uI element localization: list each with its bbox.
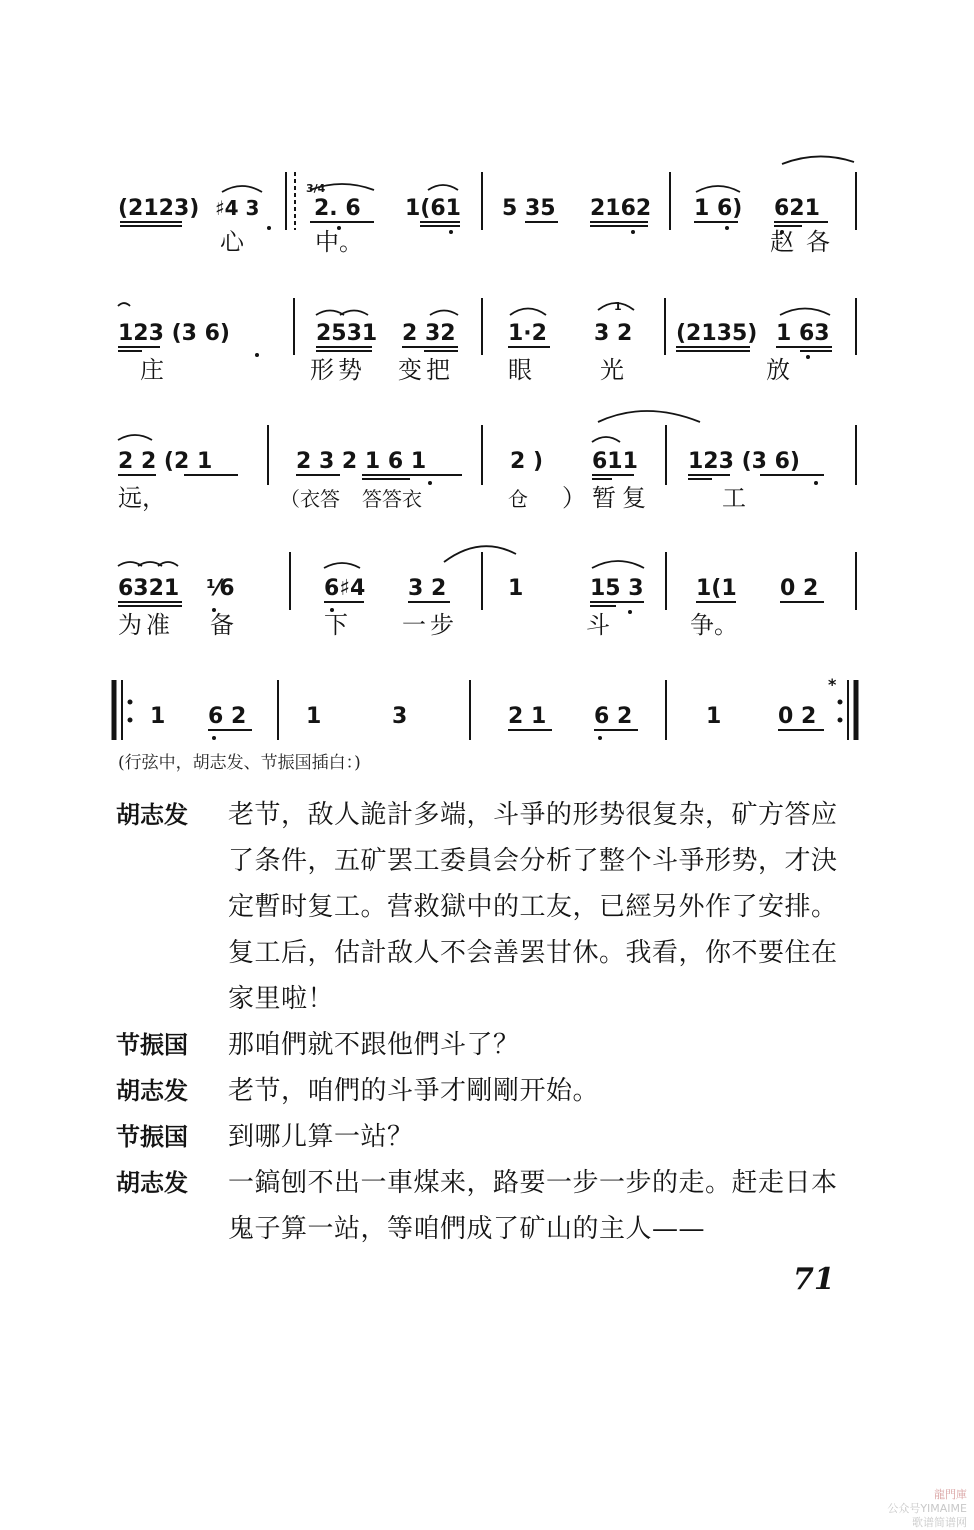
speaker-name: 节振国 — [116, 1123, 188, 1151]
lyric: 下 — [324, 611, 348, 639]
dialogue-line — [116, 1160, 876, 1252]
lyric: 一步 — [402, 611, 458, 639]
note-group: (2123) — [118, 196, 200, 221]
lyric: 斗 — [586, 611, 610, 639]
notation-row-4 — [118, 546, 856, 639]
note-group: 1 — [706, 704, 722, 729]
notation-row-5 — [114, 675, 856, 740]
page-number: 71 — [793, 1262, 835, 1297]
note-group: 123 (3 6) — [688, 449, 800, 474]
speech-text: 老节，咱們的斗爭才剛剛开始。 — [228, 1076, 600, 1106]
lyric: 工 — [722, 484, 746, 512]
note-group: 3 — [392, 704, 408, 729]
watermark-logo: 龍門庫 — [934, 1488, 967, 1501]
watermark-line: 公众号YIMAIME — [887, 1502, 967, 1515]
speaker-name: 胡志发 — [116, 1169, 188, 1197]
note-group: 1(1 — [696, 576, 737, 601]
speech-text: 到哪儿算一站？ — [228, 1122, 414, 1152]
speech-text: 一鎬刨不出一車煤来，路要一步一步的走。赶走日本鬼子算一站，等咱們成了矿山的主人—— — [228, 1168, 838, 1244]
note-group: (2135) — [676, 321, 758, 346]
note-group: 2 2 (2 1 — [118, 449, 213, 474]
lyric: 庄 — [140, 356, 164, 384]
lyric: 远， — [118, 484, 166, 512]
notation-row-3 — [118, 411, 856, 512]
lyric: （衣答 — [280, 487, 340, 511]
note-group: 1 — [508, 576, 524, 601]
note-group: 2531 — [316, 321, 378, 346]
note-group: 1 6) — [694, 196, 743, 221]
note-group: 1 — [150, 704, 166, 729]
lyric: 中。 — [315, 228, 363, 256]
note-group: 123 (3 6) — [118, 321, 230, 346]
note-group: 2162 — [590, 196, 652, 221]
note-group: 2 1 — [508, 704, 547, 729]
lyric: 赵各 — [770, 228, 842, 256]
speaker-name: 胡志发 — [116, 801, 188, 829]
note-group: 2 ) — [510, 449, 544, 474]
note-group: 621 — [774, 196, 820, 221]
lyric: 为准 — [118, 611, 174, 639]
dialogue-line — [116, 1114, 876, 1160]
lyric: 答答衣 — [362, 487, 422, 511]
lyric: 仓 — [508, 487, 528, 511]
music-notation — [110, 150, 870, 750]
note-group: 3 2 — [408, 576, 447, 601]
note-group: ¹⁄6 — [206, 576, 235, 601]
notation-row-2 — [118, 298, 856, 384]
lyric: ）暂复 — [562, 484, 652, 512]
time-signature: 3/4 — [306, 182, 326, 195]
dialogue-line — [116, 1022, 876, 1068]
note-group: 1 — [306, 704, 322, 729]
lyric: 心 — [220, 228, 244, 256]
speech-text: 那咱們就不跟他們斗了？ — [228, 1030, 520, 1060]
notation-row-1 — [118, 156, 856, 256]
note-group: 6321 — [118, 576, 180, 601]
grace-note: 1 — [614, 300, 622, 313]
note-group: 1 63 — [776, 321, 830, 346]
note-group: 6 2 — [208, 704, 247, 729]
note-group: 0 2 — [780, 576, 819, 601]
lyric: 形势 — [310, 356, 366, 384]
lyric: 眼 — [508, 356, 532, 384]
note-group: 0 2 — [778, 704, 817, 729]
lyric: 光 — [600, 356, 624, 384]
lyric: 争。 — [690, 611, 738, 639]
note-group: 2 3 2 1 6 1 — [296, 449, 427, 474]
note-group: 15 3 — [590, 576, 644, 601]
watermark-line: 歌谱简谱网 — [912, 1516, 967, 1529]
note-group: 1(61 — [405, 196, 461, 221]
lyric: 备 — [210, 611, 234, 639]
note-group: 611 — [592, 449, 638, 474]
speaker-name: 节振国 — [116, 1031, 188, 1059]
note-group: 2. 6 — [314, 196, 361, 221]
lyric: 变把 — [398, 356, 454, 384]
note-group: ♯4 3 — [215, 196, 260, 220]
speaker-name: 胡志发 — [116, 1077, 188, 1105]
note-group: 2 32 — [402, 321, 456, 346]
dialogue-block — [116, 792, 876, 1252]
note-group: 5 35 — [502, 196, 556, 221]
note-group: 3 2 — [594, 321, 633, 346]
repeat-mark: * — [828, 675, 837, 694]
note-group: 6 2 — [594, 704, 633, 729]
stage-direction: (行弦中，胡志发、节振国插白：) — [118, 753, 361, 773]
dialogue-line — [116, 1068, 876, 1114]
lyric: 放 — [766, 356, 790, 384]
note-group: 1·2 — [508, 321, 547, 346]
speech-text: 老节，敌人詭計多端，斗爭的形势很复杂，矿方答应了条件，五矿罢工委員会分析了整个斗爭形势，才決定暫时复工。营救獄中的工友，已經另外作了安排。复工后，估計敌人不会善罢甘休。我看，你不要住在家里啦！ — [228, 800, 838, 1014]
note-group: 6♯4 — [324, 576, 366, 601]
dialogue-line — [116, 792, 876, 1022]
